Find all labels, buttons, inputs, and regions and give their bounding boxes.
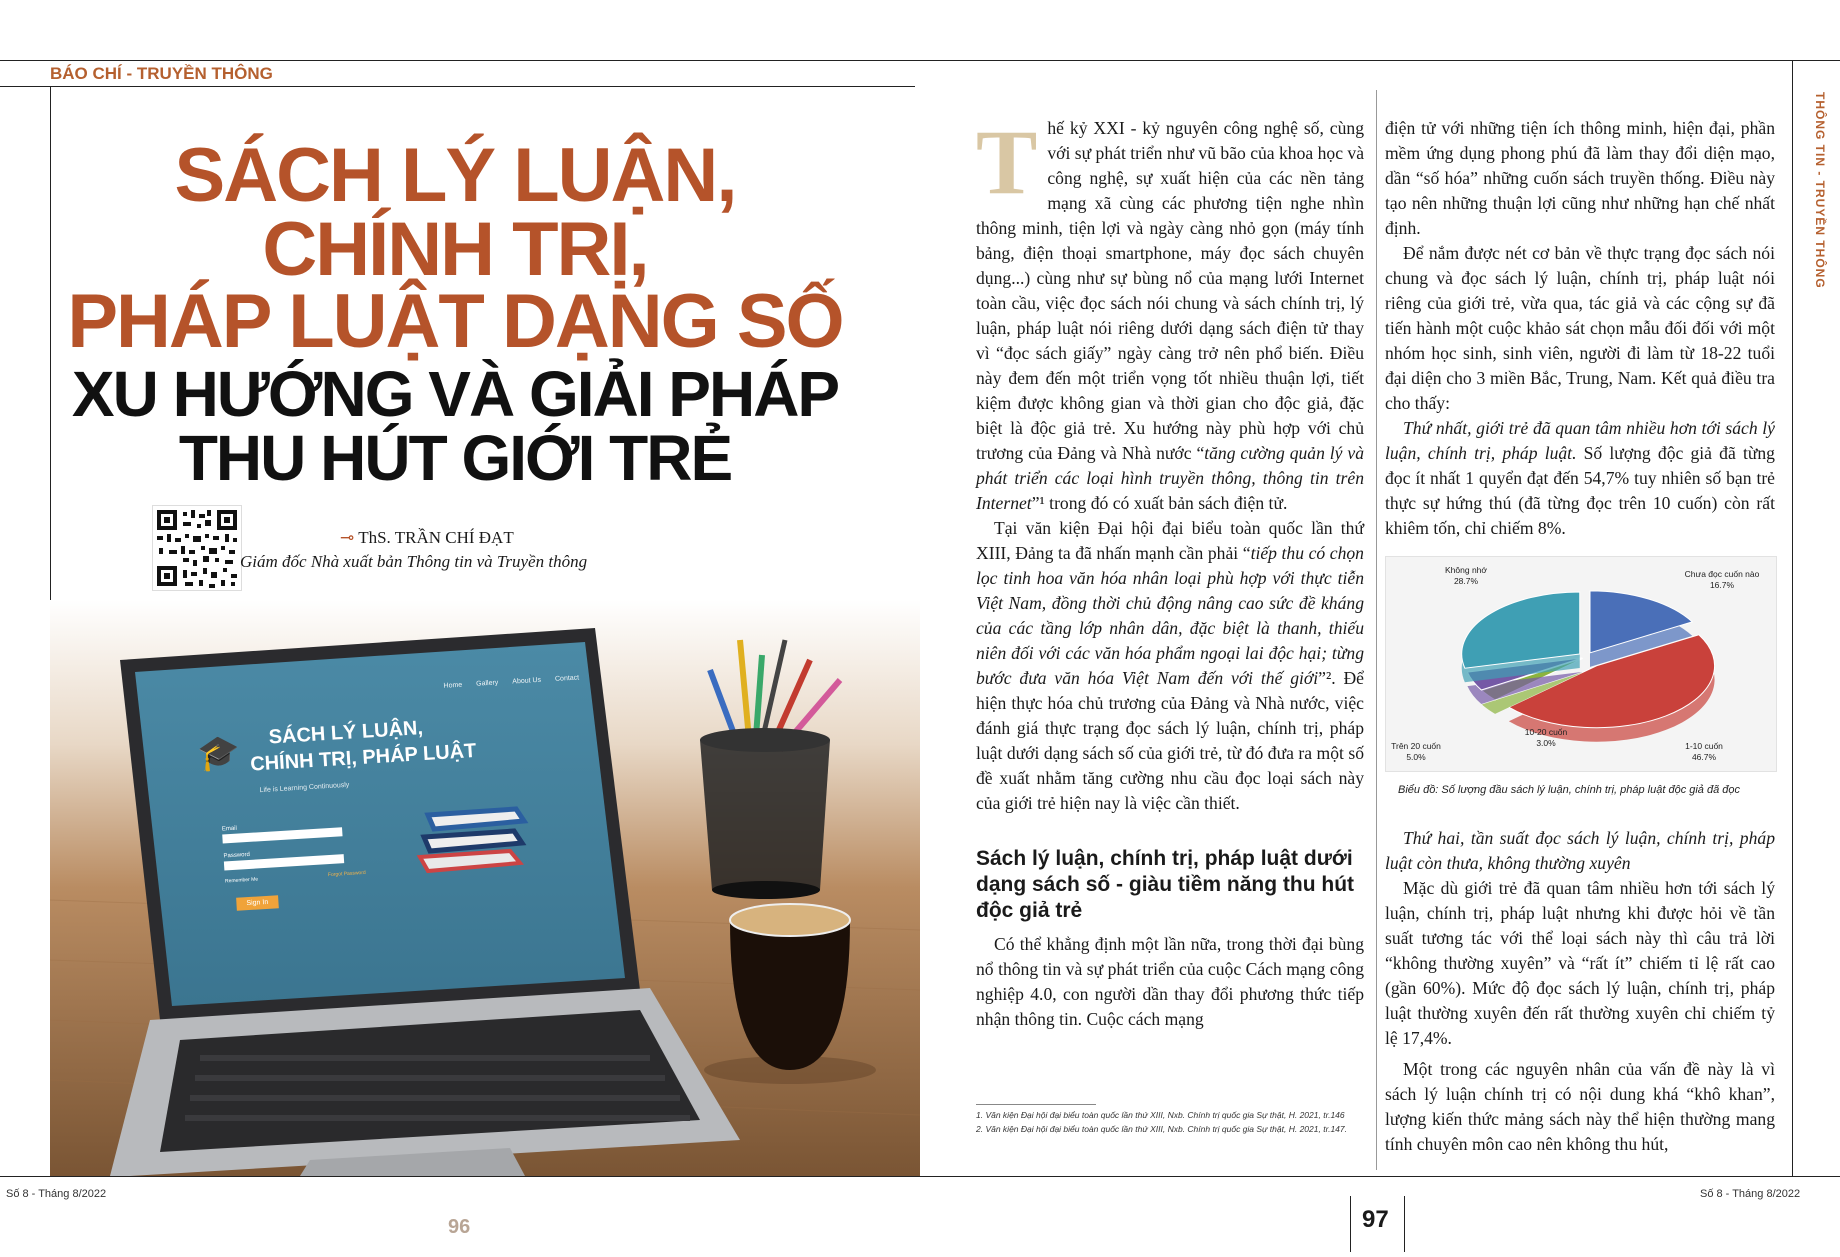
pie-label-2: 10-20 cuốn: [1524, 727, 1568, 737]
section-label: BÁO CHÍ - TRUYỀN THÔNG: [50, 64, 273, 83]
title-line-3: PHÁP LUẬT DẠNG SỐ: [67, 279, 843, 364]
qr-code: [152, 505, 242, 591]
screen-nav-contact[interactable]: Contact: [554, 674, 580, 683]
paragraph-c2-5: Mặc dù giới trẻ đã quan tâm nhiều hơn tới sách lý luận, chính trị, pháp luật nhưng khi được hỏi về tần suất tương tác với thể loại sách này thì câu trả lời “không thường xuyên” và “rất ít” chiếm tỉ lệ rất cao (gần 60%). Mức độ đọc sách lý luận, chính trị, pháp luật thường xuyên đến rất thường xuyên chỉ chiếm tỷ lệ 17,4%.: [1385, 878, 1775, 1048]
pagenum-divider-right: [1404, 1196, 1405, 1252]
footnote-1: 1. Văn kiện Đại hội đại biểu toàn quốc lần thứ XIII, Nxb. Chính trị quốc gia Sự thật, H. 2021, tr.146: [976, 1110, 1345, 1120]
pie-label-0: Chưa đọc cuốn nào: [1684, 569, 1760, 579]
screen-forgot[interactable]: Forgot Password: [327, 869, 366, 879]
screen-remember[interactable]: Remember Me: [224, 876, 259, 885]
col-divider: [1376, 90, 1377, 1170]
footnote-2: 2. Văn kiện Đại hội đại biểu toàn quốc lần thứ XIII, Nxb. Chính trị quốc gia Sự thật, H. 2021, tr.147.: [976, 1124, 1347, 1134]
title-line-4: XU HƯỚNG VÀ GIẢI PHÁP: [71, 358, 839, 430]
screen-signin-button[interactable]: Sign In: [236, 895, 279, 911]
screen-title-1: SÁCH LÝ LUẬN,: [268, 717, 424, 749]
laptop-photo: [50, 600, 920, 1176]
drop-cap: T: [976, 111, 1038, 213]
pie-value-0: 16.7%: [1709, 580, 1735, 590]
footer-left-page: 96: [448, 1216, 471, 1238]
right-page-border: [1792, 60, 1793, 1176]
pie-label-4: Không nhớ: [1445, 565, 1487, 575]
chart-caption: Biểu đồ: Số lượng đầu sách lý luận, chính trị, pháp luật độc giả đã đọc: [1398, 784, 1741, 796]
author-name: ⊸ ThS. TRẦN CHÍ ĐẠT: [340, 528, 514, 547]
books-illustration: [410, 785, 530, 879]
paragraph-2: Tại văn kiện Đại hội đại biểu toàn quốc lần thứ XIII, Đảng ta đã nhấn mạnh cần phải “tiếp thu có chọn lọc tinh hoa văn hóa nhân loại phù hợp với thực tiễn Việt Nam, đồng thời chủ động nâng cao sức đề kháng của các tầng lớp nhân dân, đặc biệt là thanh, thiếu niên đối với các văn hóa phẩm ngoại lai độc hại; từng bước đưa văn hóa Việt Nam đến với thế giới”². Để hiện thực hóa chủ trương của Đảng và Nhà nước, việc đánh giá thực trạng đọc sách lý luận, chính trị, pháp luật dưới dạng sách số của giới trẻ, từ đó đưa ra một số đề xuất nhằm tăng cường nhu cầu đọc loại sách này của giới trẻ hiện nay là việc cần thiết.: [976, 518, 1364, 813]
article-column-1: [976, 111, 1365, 1032]
graduation-cap-icon: 🎓: [196, 733, 241, 774]
article-column-2-top: [1385, 116, 1775, 541]
footer-rule: [0, 1176, 1840, 1177]
paragraph-c2-3: Thứ nhất, giới trẻ đã quan tâm nhiều hơn tới sách lý luận, chính trị, pháp luật. Số lượng độc giả đã từng đọc ít nhất 1 quyển đạt đến 54,7% tuy nhiên số bạn trẻ thực sự hứng thú (đã từng đọc trên 10 cuốn) còn rất khiêm tốn, chỉ chiếm 8%.: [1385, 418, 1775, 538]
screen-tagline: Life is Learning Continuously: [259, 781, 350, 795]
pie-label-3: Trên 20 cuốn: [1391, 741, 1441, 751]
footnotes: [976, 1108, 1368, 1136]
pagenum-divider-left: [1350, 1196, 1351, 1252]
paragraph-c2-2: Để nắm được nét cơ bản về thực trạng đọc sách nói chung và đọc sách lý luận, chính trị, pháp luật nói riêng của giới trẻ, vừa qua, tác giả và các cộng sự đã tiến hành một cuộc khảo sát chọn mẫu đối đối với một nhóm học sinh, sinh viên, người đi làm từ 18-22 tuổi đại diện cho 3 miền Bắc, Trung, Nam. Kết quả điều tra cho thấy:: [1385, 243, 1775, 413]
title-line-1: SÁCH LÝ LUẬN,: [174, 133, 736, 218]
top-rule: [0, 60, 1840, 61]
author-role: Giám đốc Nhà xuất bản Thông tin và Truyền thông: [240, 552, 588, 571]
pie-value-3: 5.0%: [1406, 752, 1426, 762]
paragraph-1: Thế kỷ XXI - kỷ nguyên công nghệ số, cùng với sự phát triển như vũ bão của khoa học và công nghệ, sự xuất hiện của các nền tảng mạng xã cùng các phương tiện nghe nhìn thông minh, tiện lợi và ngày càng nhỏ gọn (máy tính bảng, điện thoại smartphone, máy đọc sách chuyên dụng...) cùng như sự bùng nổ của mạng lưới Internet toàn cầu, việc đọc sách nói chung và sách chính trị, lý luận, pháp luật nói riêng dưới dạng sách điện tử thay vì “đọc sách giấy” ngày càng trở nên phổ biến. Điều này đem đến một triển vọng tốt nhiều thuận lợi, tiết kiệm được không gian và thời gian cho độc giả, đặc biệt là độc giả trẻ. Xu hướng này phù hợp với chủ trương của Đảng và Nhà nước “tăng cường quản lý và phát triển các loại hình truyền thông, thông tin trên Internet”¹ trong đó có xuất bản sách điện tử.: [976, 111, 1365, 513]
pie-value-2: 3.0%: [1536, 738, 1556, 748]
page-number: 97: [1362, 1206, 1389, 1233]
screen-title-2: CHÍNH TRỊ, PHÁP LUẬT: [249, 739, 477, 776]
byline: [240, 528, 800, 572]
pie-label-1: 1-10 cuốn: [1685, 741, 1723, 751]
paragraph-c2-6: Một trong các nguyên nhân của vấn đề này là vì sách lý luận chính trị có nội dung khá “khô khan”, lượng kiến thức mảng sách này thể hiện thường mang tính chuyên môn cao nên không thu hút,: [1385, 1059, 1775, 1154]
pie-chart: [1385, 556, 1777, 772]
screen-nav-home[interactable]: Home: [443, 681, 463, 690]
screen-password-label: Password: [223, 851, 251, 860]
footnote-rule: [976, 1104, 1096, 1105]
title-line-2: CHÍNH TRỊ,: [262, 207, 648, 292]
section-underline: [0, 86, 915, 87]
side-tab: THÔNG TIN - TRUYỀN THÔNG: [1813, 92, 1827, 289]
paragraph-c2-1: điện tử với những tiện ích thông minh, hiện đại, phần mềm ứng dụng phong phú đã làm thay đổi diện mạo, dần “số hóa” những cuốn sách truyền thống. Điều này tạo nên những thuận lợi cũng như những hạn chế nhất định.: [1385, 118, 1775, 238]
paragraph-3: Có thể khẳng định một lần nữa, trong thời đại bùng nổ thông tin và sự phát triển của cuộc Cách mạng công nghiệp 4.0, con người dần thay đổi phương thức tiếp nhận thông tin. Cuộc cách mạng: [976, 934, 1364, 1029]
title-line-5: THU HÚT GIỚI TRẺ: [178, 422, 732, 494]
footer-right: Số 8 - Tháng 8/2022: [1700, 1188, 1801, 1200]
paragraph-c2-4: Thứ hai, tần suất đọc sách lý luận, chính trị, pháp luật còn thưa, không thường xuyên: [1385, 828, 1775, 873]
footer-left: Số 8 - Tháng 8/2022: [6, 1188, 107, 1200]
screen-nav-about[interactable]: About Us: [512, 676, 542, 686]
pie-value-4: 28.7%: [1453, 576, 1479, 586]
subheading: Sách lý luận, chính trị, pháp luật dưới dạng sách số - giàu tiềm năng thu hút độc giả trẻ: [976, 847, 1355, 922]
article-column-2-bottom: [1385, 826, 1775, 1157]
screen-email-label: Email: [221, 825, 238, 833]
screen-nav-gallery[interactable]: Gallery: [475, 679, 499, 688]
pie-value-1: 46.7%: [1691, 752, 1717, 762]
